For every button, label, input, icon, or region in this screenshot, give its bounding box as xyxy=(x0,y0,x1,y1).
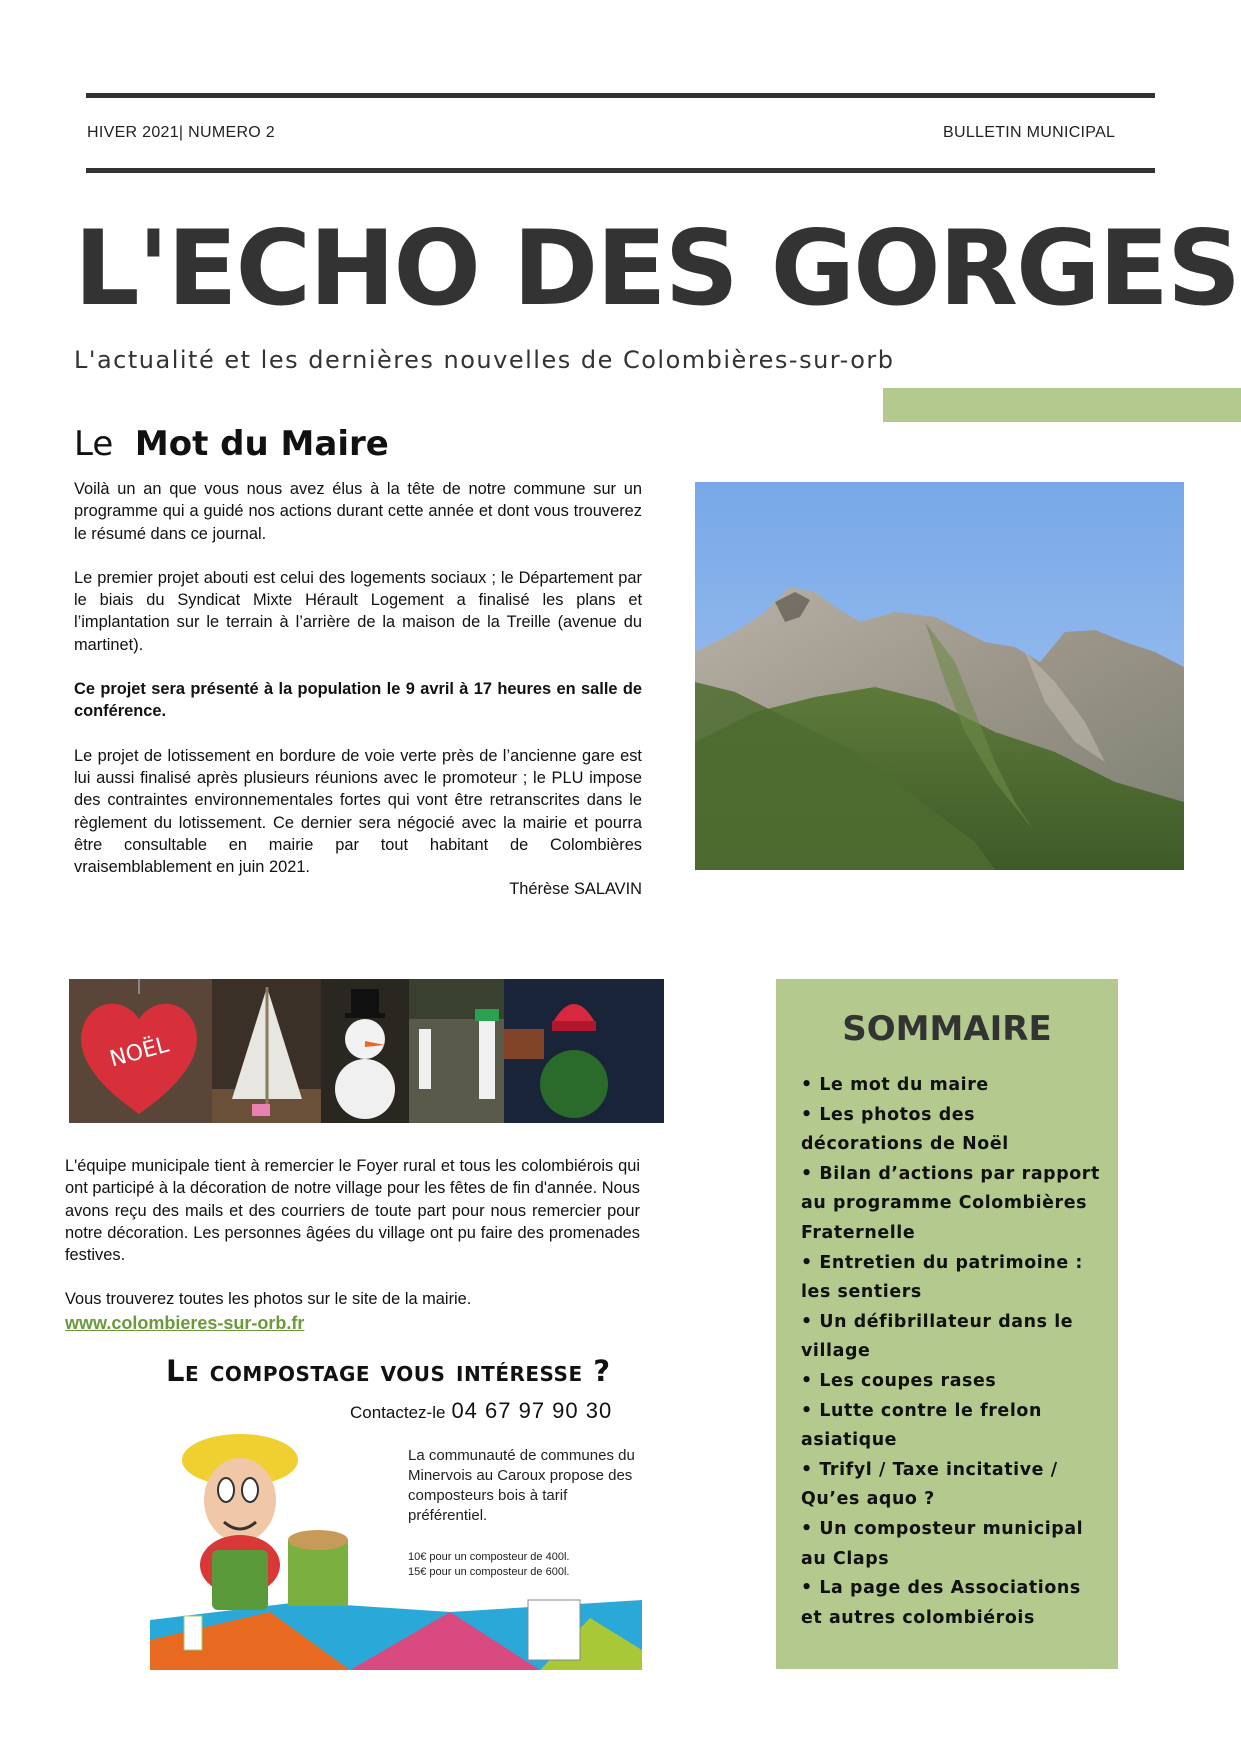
heading-mot-du-maire: Mot du Maire xyxy=(134,424,389,464)
noel-heart-photo xyxy=(69,979,212,1123)
website-link[interactable]: www.colombieres-sur-orb.fr xyxy=(65,1313,305,1333)
contact-phone: 04 67 97 90 30 xyxy=(451,1398,613,1423)
compost-prices xyxy=(408,1550,638,1580)
mountain-photo xyxy=(695,482,1184,870)
noel-wall-photo xyxy=(409,979,504,1123)
decorations-paragraph: L'équipe municipale tient à remercier le Foyer rural et tous les colombiérois qui ont participé à la décoration de notre village pour les fêtes de fin d'année. Nous avons reçu des mails et des courriers de toute part pour nous remercier pour notre décoration. Les personnes âgées du village ont pu faire des promenades festives. xyxy=(65,1157,640,1265)
sommaire-item: • La page des Associations et autres colombiérois xyxy=(801,1578,1081,1628)
newsletter-subtitle: L'actualité et les dernières nouvelles de Colombières-sur-orb xyxy=(74,346,895,374)
sommaire-item: • Les coupes rases xyxy=(801,1370,997,1391)
paragraph-logements: Le premier projet abouti est celui des logements sociaux ; le Département par le biais du Syndicat Mixte Hérault Logement a finalisé les plans et l’implantation sur le terrain à l’arrière de la maison de la Treille (avenue du martinet). xyxy=(74,568,642,654)
contact-label: Contactez-le xyxy=(350,1403,446,1422)
sommaire-item: • Bilan d’actions par rapport au programme Colombières Fraternelle xyxy=(801,1163,1100,1243)
issue-label: HIVER 2021| NUMERO 2 xyxy=(87,124,275,141)
mountain-photo-svg xyxy=(695,482,1184,870)
noel-tree-photo xyxy=(212,979,321,1123)
accent-bar xyxy=(883,388,1241,422)
sommaire-list xyxy=(801,1071,1101,1633)
noel-photo-strip xyxy=(69,979,664,1123)
sommaire-item: • Le mot du maire xyxy=(801,1075,989,1095)
noel-heart-svg xyxy=(69,979,212,1123)
noel-tree-svg xyxy=(212,979,321,1123)
heart-label: NOËL xyxy=(107,1032,172,1073)
header-bottom-rule xyxy=(86,168,1155,173)
sommaire-item: • Entretien du patrimoine : les sentiers xyxy=(801,1252,1083,1303)
compost-ad xyxy=(150,1350,642,1670)
mayor-signature: Thérèse SALAVIN xyxy=(509,880,642,899)
compost-description: La communauté de communes du Minervois au Caroux propose des composteurs bois à tarif préférentiel. xyxy=(408,1447,635,1524)
noel-snowman-photo xyxy=(321,979,409,1123)
sommaire-item: • Un composteur municipal au Claps xyxy=(801,1518,1084,1569)
photos-line: Vous trouverez toutes les photos sur le site de la mairie. xyxy=(65,1290,472,1309)
header-top-rule xyxy=(86,93,1155,98)
paragraph-lotissement: Le projet de lotissement en bordure de voie verte près de l’ancienne gare est lui aussi finalisé après plusieurs réunions avec le promoteur ; le PLU impose des contraintes environnementales fortes qui vont être retranscrites dans le règlement du lotissement. Ce dernier sera négocié avec la mairie et pourra être consultable en mairie par tout habitant de Colombières vraisemblablement en juin 2021. xyxy=(74,746,642,877)
compost-contact xyxy=(350,1398,612,1424)
paragraph-presentation: Ce projet sera présenté à la population le 9 avril à 17 heures en salle de conférence. xyxy=(74,680,642,721)
sommaire-title: SOMMAIRE xyxy=(842,1009,1052,1049)
compost-price-400: 10€ pour un composteur de 400l. xyxy=(408,1551,570,1563)
bulletin-label: BULLETIN MUNICIPAL xyxy=(943,124,1116,141)
decorations-text xyxy=(65,1155,640,1311)
newsletter-title: L'ECHO DES GORGES xyxy=(74,209,1240,329)
paragraph-intro: Voilà un an que vous nous avez élus à la tête de notre commune sur un programme qui a guidé nos actions durant cette année et dont vous trouverez le résumé dans ce journal. xyxy=(74,480,642,543)
heading-le: Le xyxy=(74,424,114,464)
noel-wreath-svg xyxy=(504,979,664,1123)
compost-title: Le compostage vous intéresse ? xyxy=(166,1354,611,1388)
noel-snowman-svg xyxy=(321,979,409,1123)
mot-du-maire-body xyxy=(74,478,642,901)
sommaire-box xyxy=(776,979,1118,1669)
noel-wall-svg xyxy=(409,979,504,1123)
sommaire-item: • Lutte contre le frelon asiatique xyxy=(801,1400,1042,1451)
mot-du-maire-heading xyxy=(74,424,389,464)
sommaire-item: • Trifyl / Taxe incitative / Qu’es aquo ? xyxy=(801,1459,1058,1510)
noel-wreath-photo xyxy=(504,979,664,1123)
sommaire-item: • Les photos des décorations de Noël xyxy=(801,1104,1009,1155)
compost-price-600: 15€ pour un composteur de 600l. xyxy=(408,1566,570,1578)
sommaire-item: • Un défibrillateur dans le village xyxy=(801,1311,1074,1362)
